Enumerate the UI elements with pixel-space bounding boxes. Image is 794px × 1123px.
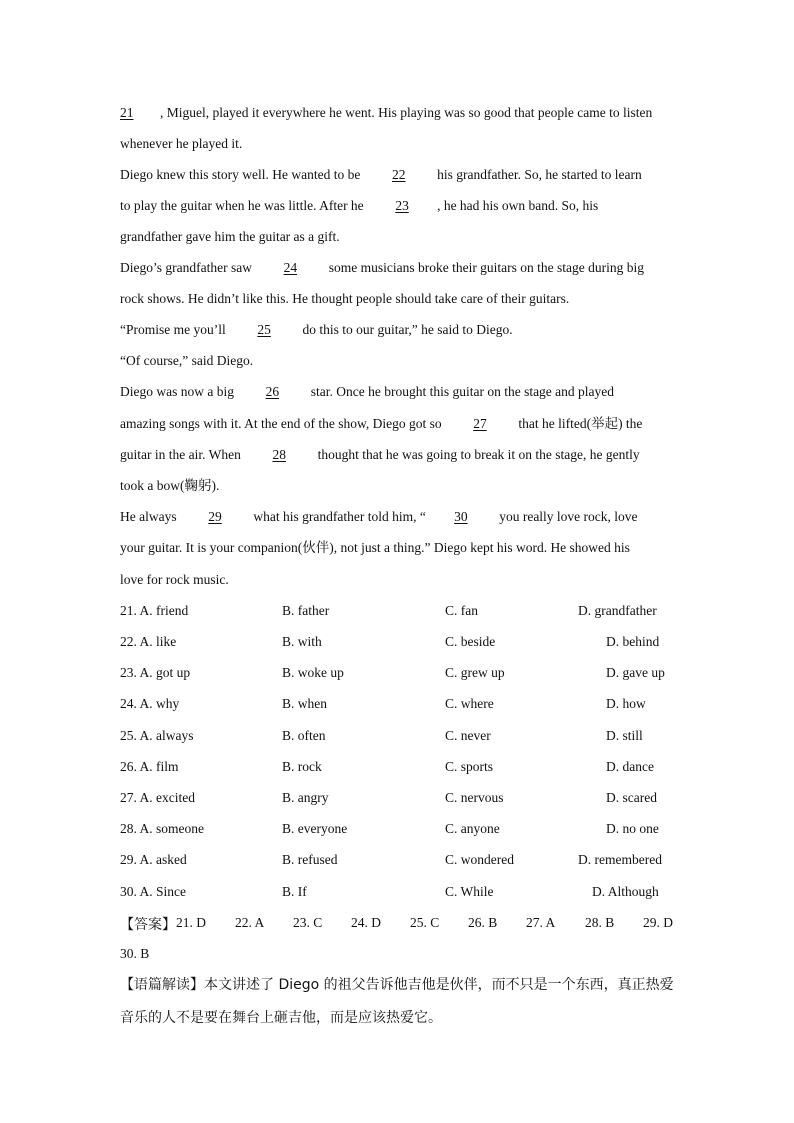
answer-item: 22. A xyxy=(235,915,265,930)
blank-29: 29 xyxy=(208,509,222,524)
passage-text: “Of course,” said Diego. xyxy=(120,353,254,368)
option-a: 22. A. like xyxy=(120,634,177,649)
question-row xyxy=(120,759,680,775)
option-d: D. no one xyxy=(606,821,659,836)
option-d: D. still xyxy=(606,728,643,743)
option-d: D. gave up xyxy=(606,665,665,680)
passage-text: your guitar. It is your companion(伙伴), not just a thing.” Diego kept his word. He showed his xyxy=(120,540,630,555)
option-b: B. when xyxy=(282,696,327,711)
analysis-label: 【语篇解读】 xyxy=(120,977,204,993)
passage-line-14 xyxy=(120,509,638,525)
passage-text: rock shows. He didn’t like this. He thought people should take care of their guitars. xyxy=(120,291,570,306)
answer-item: 27. A xyxy=(526,915,556,930)
option-b: B. angry xyxy=(282,790,329,805)
blank-23: 23 xyxy=(395,198,409,213)
blank-26: 26 xyxy=(265,384,280,399)
passage-text: you really love rock, love xyxy=(495,509,638,524)
option-b: B. refused xyxy=(282,852,338,867)
question-row xyxy=(120,884,680,900)
option-c: C. never xyxy=(445,728,491,743)
answer-item: 30. B xyxy=(120,946,150,961)
passage-text: what his grandfather told him, “ xyxy=(249,509,426,524)
answer-item: 23. C xyxy=(293,915,323,930)
answer-item: 21. D xyxy=(176,915,206,930)
passage-text: thought that he was going to break it on the stage, he gently xyxy=(314,447,640,462)
option-d: D. dance xyxy=(606,759,654,774)
option-a: 24. A. why xyxy=(120,696,180,711)
passage-text: some musicians broke their guitars on the stage during big xyxy=(325,260,645,275)
passage-line-16 xyxy=(120,572,229,588)
passage-line-15 xyxy=(120,540,630,556)
question-row xyxy=(120,728,680,744)
passage-text: love for rock music. xyxy=(120,572,229,587)
option-d: D. remembered xyxy=(578,852,662,867)
option-b: B. father xyxy=(282,603,330,618)
option-a: 27. A. excited xyxy=(120,790,195,805)
option-a: 30. A. Since xyxy=(120,884,186,899)
option-c: C. sports xyxy=(445,759,494,774)
option-c: C. fan xyxy=(445,603,478,618)
analysis-text: 本文讲述了 Diego 的祖父告诉他吉他是伙伴，而不只是一个东西，真正热爱 xyxy=(204,977,674,993)
option-a: 21. A. friend xyxy=(120,603,189,618)
blank-27: 27 xyxy=(473,416,487,431)
passage-text: Diego knew this story well. He wanted to be xyxy=(120,167,364,182)
passage-line-2 xyxy=(120,136,242,152)
answer-item: 24. D xyxy=(351,915,381,930)
blank-24: 24 xyxy=(283,260,298,275)
answer-item: 29. D xyxy=(643,915,673,930)
answer-label: 【答案】 xyxy=(120,917,176,933)
passage-line-10 xyxy=(120,384,614,400)
option-a: 26. A. film xyxy=(120,759,179,774)
option-b: B. rock xyxy=(282,759,322,774)
passage-line-7 xyxy=(120,291,569,307)
passage-text: amazing songs with it. At the end of the show, Diego got so xyxy=(120,416,445,431)
option-b: B. with xyxy=(282,634,322,649)
answer-item: 26. B xyxy=(468,915,498,930)
answer-item: 25. C xyxy=(410,915,440,930)
passage-text: grandfather gave him the guitar as a gift. xyxy=(120,229,340,244)
option-c: C. nervous xyxy=(445,790,504,805)
passage-line-12 xyxy=(120,447,640,463)
answer-key xyxy=(120,915,680,931)
option-d: D. scared xyxy=(606,790,657,805)
option-b: B. often xyxy=(282,728,326,743)
passage-text: , he had his own band. So, his xyxy=(437,198,599,213)
option-c: C. wondered xyxy=(445,852,514,867)
option-a: 29. A. asked xyxy=(120,852,187,867)
question-row xyxy=(120,634,680,650)
option-c: C. where xyxy=(445,696,494,711)
blank-21: 21 xyxy=(120,105,134,120)
answer-key-last xyxy=(120,946,149,962)
option-d: D. Although xyxy=(592,884,659,899)
option-b: B. everyone xyxy=(282,821,348,836)
option-b: B. If xyxy=(282,884,307,899)
passage-text: to play the guitar when he was little. After he xyxy=(120,198,368,213)
question-row xyxy=(120,821,680,837)
blank-22: 22 xyxy=(391,167,406,182)
passage-text: “Promise me you’ll xyxy=(120,322,230,337)
blank-30: 30 xyxy=(454,509,468,524)
passage-line-5 xyxy=(120,229,340,245)
passage-text: that he lifted(举起) the xyxy=(514,416,643,431)
passage-text: Diego’s grandfather saw xyxy=(120,260,256,275)
passage-text: He always xyxy=(120,509,180,524)
passage-text: star. Once he brought this guitar on the stage and played xyxy=(307,384,615,399)
blank-25: 25 xyxy=(257,322,271,337)
option-d: D. behind xyxy=(606,634,660,649)
option-c: C. anyone xyxy=(445,821,500,836)
question-row xyxy=(120,603,680,619)
analysis-line-2 xyxy=(120,1010,442,1026)
option-c: C. grew up xyxy=(445,665,505,680)
option-b: B. woke up xyxy=(282,665,344,680)
passage-text: Diego was now a big xyxy=(120,384,238,399)
passage-text: guitar in the air. When xyxy=(120,447,245,462)
option-d: D. grandfather xyxy=(578,603,657,618)
option-a: 25. A. always xyxy=(120,728,194,743)
answer-item: 28. B xyxy=(585,915,615,930)
question-row xyxy=(120,790,680,806)
passage-text: whenever he played it. xyxy=(120,136,243,151)
passage-text: his grandfather. So, he started to learn xyxy=(433,167,642,182)
option-a: 23. A. got up xyxy=(120,665,191,680)
passage-text: , Miguel, played it everywhere he went. His playing was so good that people came to listen xyxy=(160,105,653,120)
passage-text: took a bow(鞠躬). xyxy=(120,478,220,493)
passage-line-11 xyxy=(120,416,642,432)
passage-line-9 xyxy=(120,353,253,369)
passage-line-4 xyxy=(120,198,598,214)
passage-line-3 xyxy=(120,167,642,183)
question-row xyxy=(120,696,680,712)
passage-line-8 xyxy=(120,322,513,338)
blank-28: 28 xyxy=(272,447,286,462)
question-row xyxy=(120,852,680,868)
option-c: C. beside xyxy=(445,634,496,649)
passage-line-13 xyxy=(120,478,219,494)
analysis-line-1 xyxy=(120,977,674,993)
option-a: 28. A. someone xyxy=(120,821,204,836)
passage-line-1 xyxy=(120,105,652,121)
question-row xyxy=(120,665,680,681)
option-d: D. how xyxy=(606,696,646,711)
passage-text: do this to our guitar,” he said to Diego. xyxy=(299,322,513,337)
option-c: C. While xyxy=(445,884,494,899)
passage-line-6 xyxy=(120,260,644,276)
analysis-text: 音乐的人不是要在舞台上砸吉他，而是应该热爱它。 xyxy=(120,1010,442,1026)
